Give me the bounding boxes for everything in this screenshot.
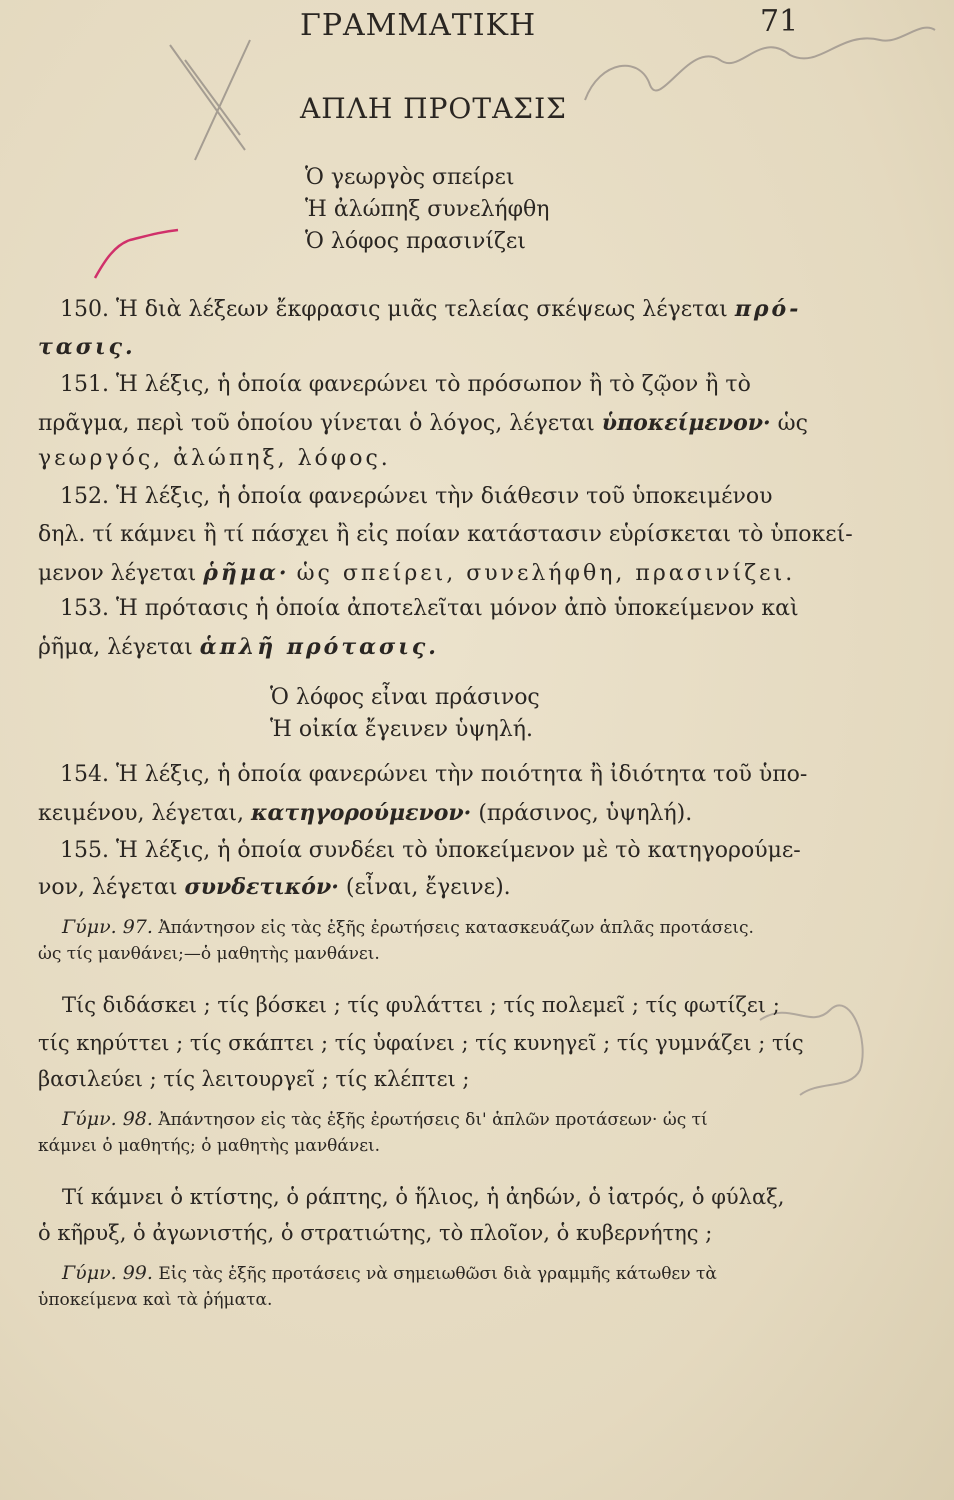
para-text: γεωργός, ἀλώπηξ, λόφος.: [38, 446, 391, 471]
exercise-99-line1: [62, 1262, 717, 1284]
para-text: 151. Ἡ λέξις, ἡ ὁποία φανερώνει τὸ πρόσωπον ἢ τὸ ζῷον ἢ τὸ: [60, 372, 751, 397]
exercise-text: κάμνει ὁ μαθητής; ὁ μαθητὴς μανθάνει.: [38, 1136, 381, 1156]
definition-term: κατηγορούμενον·: [250, 800, 472, 826]
definition-term: ἁπλῆ πρότασις.: [199, 634, 439, 660]
para-text: ὡς σπείρει, συνελήφθη, πρασινίζει.: [296, 561, 796, 586]
exercise-question-line: ὁ κῆρυξ, ὁ ἀγωνιστής, ὁ στρατιώτης, τὸ πλοῖον, ὁ κυβερνήτης ;: [38, 1221, 713, 1245]
definition-term: ὑποκείμενον·: [601, 410, 771, 436]
paragraph-154-line2: [38, 794, 692, 833]
exercise-question-line: Τίς διδάσκει ; τίς βόσκει ; τίς φυλάττει ; τίς πολεμεῖ ; τίς φωτίζει ;: [62, 993, 780, 1017]
definition-term: πρό-: [734, 296, 802, 322]
exercise-label: Γύμν. 98.: [62, 1108, 153, 1130]
exercise-text: ὡς τίς μανθάνει;—ὁ μαθητὴς μανθάνει.: [38, 944, 380, 964]
definition-term: τασις.: [38, 334, 136, 360]
exercise-text: Ἀπάντησον εἰς τὰς ἑξῆς ἐρωτήσεις κατασκευάζων ἁπλᾶς προτάσεις.: [158, 918, 754, 938]
paragraph-153-line2: [38, 628, 439, 667]
para-text: δηλ. τί κάμνει ἢ τί πάσχει ἢ εἰς ποίαν κατάστασιν εὑρίσκεται τὸ ὑποκεί-: [38, 522, 853, 547]
para-text: ῥῆμα, λέγεται: [38, 635, 193, 660]
pencil-cross-mark: [170, 40, 250, 160]
para-text: ὡς: [777, 411, 808, 436]
example-line: Ἡ οἰκία ἔγεινεν ὑψηλή.: [270, 717, 533, 742]
exercise-text: ὑποκείμενα καὶ τὰ ῥήματα.: [38, 1290, 273, 1310]
exercise-label: Γύμν. 99.: [62, 1262, 153, 1284]
page-number: 71: [760, 4, 799, 39]
definition-term: συνδετικόν·: [184, 874, 339, 900]
para-text: 150. Ἡ διὰ λέξεων ἔκφρασις μιᾶς τελείας σκέψεως λέγεται: [60, 297, 728, 322]
exercise-question-line: Τί κάμνει ὁ κτίστης, ὁ ράπτης, ὁ ἥλιος, ἡ ἀηδών, ὁ ἰατρός, ὁ φύλαξ,: [62, 1185, 785, 1209]
section-title: ΑΠΛΗ ΠΡΟΤΑΣΙΣ: [300, 92, 567, 125]
running-header: ΓΡΑΜΜΑΤΙΚΗ: [300, 8, 537, 43]
example-line: Ὁ γεωργὸς σπείρει: [305, 165, 515, 190]
example-line: Ὁ λόφος πρασινίζει: [305, 229, 526, 254]
para-text: 152. Ἡ λέξις, ἡ ὁποία φανερώνει τὴν διάθεσιν τοῦ ὑποκειμένου: [60, 484, 773, 509]
definition-term: ῥῆμα·: [203, 560, 290, 586]
example-line: Ὁ λόφος εἶναι πράσινος: [270, 685, 540, 710]
paragraph-151-line2: [38, 404, 808, 443]
red-check-mark: [95, 230, 178, 278]
exercise-text: Ἀπάντησον εἰς τὰς ἑξῆς ἐρωτήσεις δι' ἁπλῶν προτάσεων· ὡς τί: [158, 1110, 708, 1130]
para-text: κειμένου, λέγεται,: [38, 801, 244, 826]
para-text: 155. Ἡ λέξις, ἡ ὁποία συνδέει τὸ ὑποκείμενον μὲ τὸ κατηγορούμε-: [60, 838, 801, 863]
exercise-question-line: τίς κηρύττει ; τίς σκάπτει ; τίς ὑφαίνει ; τίς κυνηγεῖ ; τίς γυμνάζει ; τίς: [38, 1031, 804, 1055]
para-text: (εἶναι, ἔγεινε).: [345, 875, 511, 900]
paragraph-150: [60, 290, 801, 329]
example-line: Ἡ ἀλώπηξ συνελήφθη: [305, 197, 550, 222]
para-text: νον, λέγεται: [38, 875, 178, 900]
exercise-label: Γύμν. 97.: [62, 916, 153, 938]
para-text: 154. Ἡ λέξις, ἡ ὁποία φανερώνει τὴν ποιότητα ἢ ἰδιότητα τοῦ ὑπο-: [60, 762, 808, 787]
para-text: μενον λέγεται: [38, 561, 197, 586]
paragraph-155-line2: [38, 868, 511, 907]
exercise-98-line1: [62, 1108, 708, 1130]
exercise-question-line: βασιλεύει ; τίς λειτουργεῖ ; τίς κλέπτει ;: [38, 1067, 470, 1091]
exercise-text: Εἰς τὰς ἑξῆς προτάσεις νὰ σημειωθῶσι διὰ γραμμῆς κάτωθεν τὰ: [158, 1264, 717, 1284]
para-text: (πράσινος, ὑψηλή).: [478, 801, 693, 826]
para-text: πρᾶγμα, περὶ τοῦ ὁποίου γίνεται ὁ λόγος, λέγεται: [38, 411, 595, 436]
exercise-97-line1: [62, 916, 754, 938]
para-text: 153. Ἡ πρότασις ἡ ὁποία ἀποτελεῖται μόνον ἀπὸ ὑποκείμενον καὶ: [60, 596, 799, 621]
paragraph-152-line3: [38, 554, 795, 593]
